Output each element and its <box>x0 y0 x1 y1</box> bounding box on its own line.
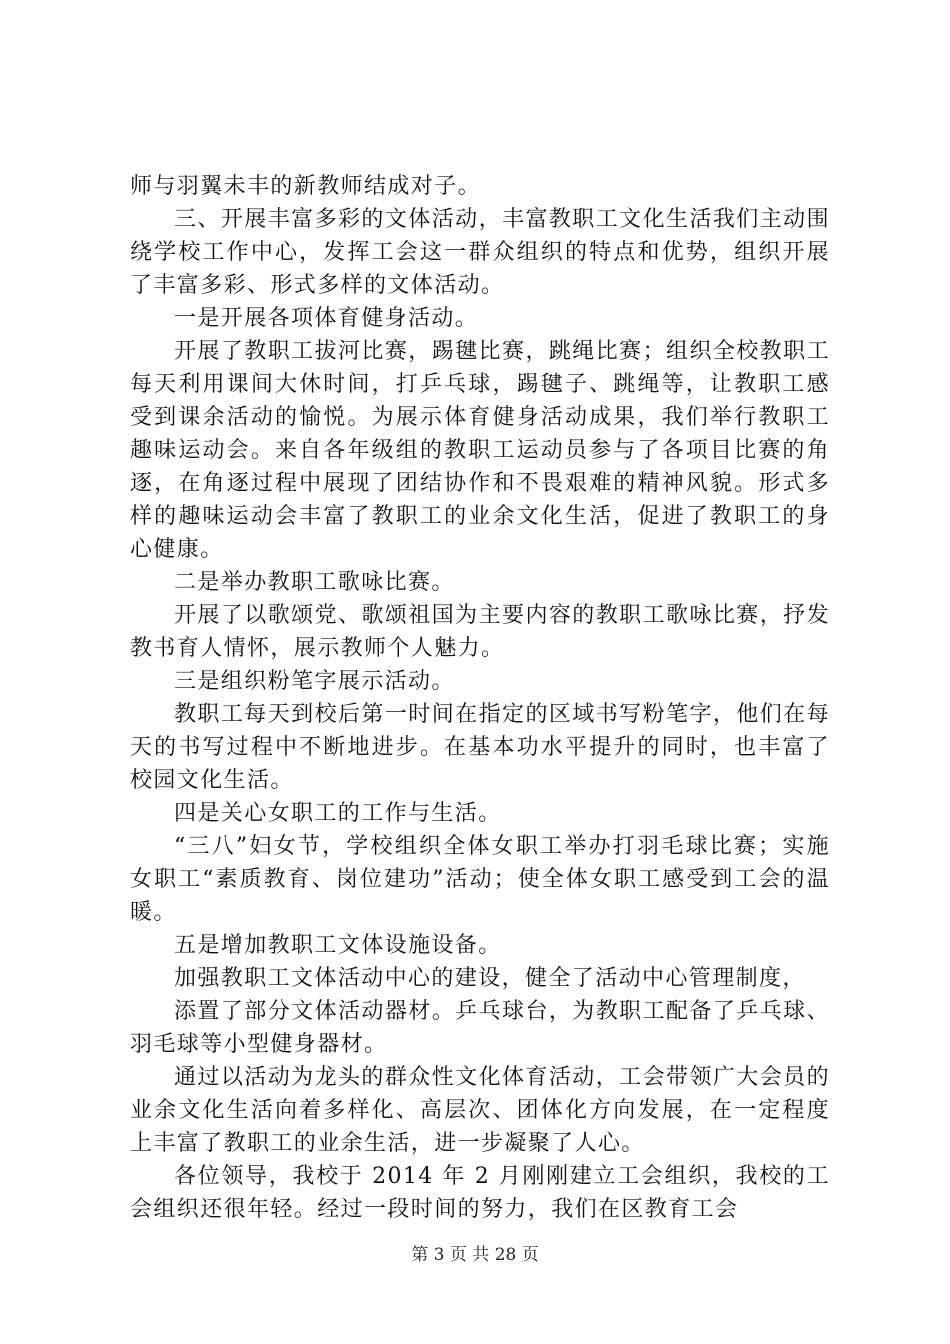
paragraph: 各位领导，我校于 2014 年 2 月刚刚建立工会组织，我校的工会组织还很年轻。经过一段时间的努力，我们在区教育工会 <box>130 1164 830 1222</box>
page-number-footer: 第 3 页 共 28 页 <box>411 1245 539 1265</box>
paragraph: 通过以活动为龙头的群众性文化体育活动，工会带领广大会员的业余文化生活向着多样化、高层次、团体化方向发展，在一定程度上丰富了教职工的业余生活，进一步凝聚了人心。 <box>130 1065 830 1156</box>
section-heading: 二是举办教职工歌咏比赛。 <box>174 570 455 595</box>
paragraph: 开展了以歌颂党、歌颂祖国为主要内容的教职工歌咏比赛，抒发教书育人情怀，展示教师个人魅力。 <box>130 603 830 661</box>
section-heading: 一是开展各项体育健身活动。 <box>174 306 479 331</box>
paragraph: 添置了部分文体活动器材。乒乓球台，为教职工配备了乒乓球、羽毛球等小型健身器材。 <box>130 999 830 1057</box>
paragraph: 加强教职工文体活动中心的建设，健全了活动中心管理制度， <box>174 966 806 991</box>
paragraph: 教职工每天到校后第一时间在指定的区域书写粉笔字，他们在每天的书写过程中不断地进步。在基本功水平提升的同时，也丰富了校园文化生活。 <box>130 702 830 793</box>
section-heading: 四是关心女职工的工作与生活。 <box>174 801 502 826</box>
section-heading: 三是组织粉笔字展示活动。 <box>174 669 455 694</box>
document-body <box>130 170 830 1226</box>
paragraph: “三八”妇女节，学校组织全体女职工举办打羽毛球比赛；实施女职工“素质教育、岗位建功”活动；使全体女职工感受到工会的温暖。 <box>130 834 830 925</box>
paragraph: 三、开展丰富多彩的文体活动，丰富教职工文化生活我们主动围绕学校工作中心，发挥工会这一群众组织的特点和优势，组织开展了丰富多彩、形式多样的文体活动。 <box>130 207 830 298</box>
paragraph: 师与羽翼未丰的新教师结成对子。 <box>130 174 482 199</box>
paragraph: 开展了教职工拔河比赛，踢毽比赛，跳绳比赛；组织全校教职工每天利用课间大休时间，打乒乓球，踢毽子、跳绳等，让教职工感受到课余活动的愉悦。为展示体育健身活动成果，我们举行教职工趣味运动会。来自各年级组的教职工运动员参与了各项目比赛的角逐，在角逐过程中展现了团结协作和不畏艰难的精神风貌。形式多样的趣味运动会丰富了教职工的业余文化生活，促进了教职工的身心健康。 <box>130 339 830 562</box>
section-heading: 五是增加教职工文体设施设备。 <box>174 933 502 958</box>
